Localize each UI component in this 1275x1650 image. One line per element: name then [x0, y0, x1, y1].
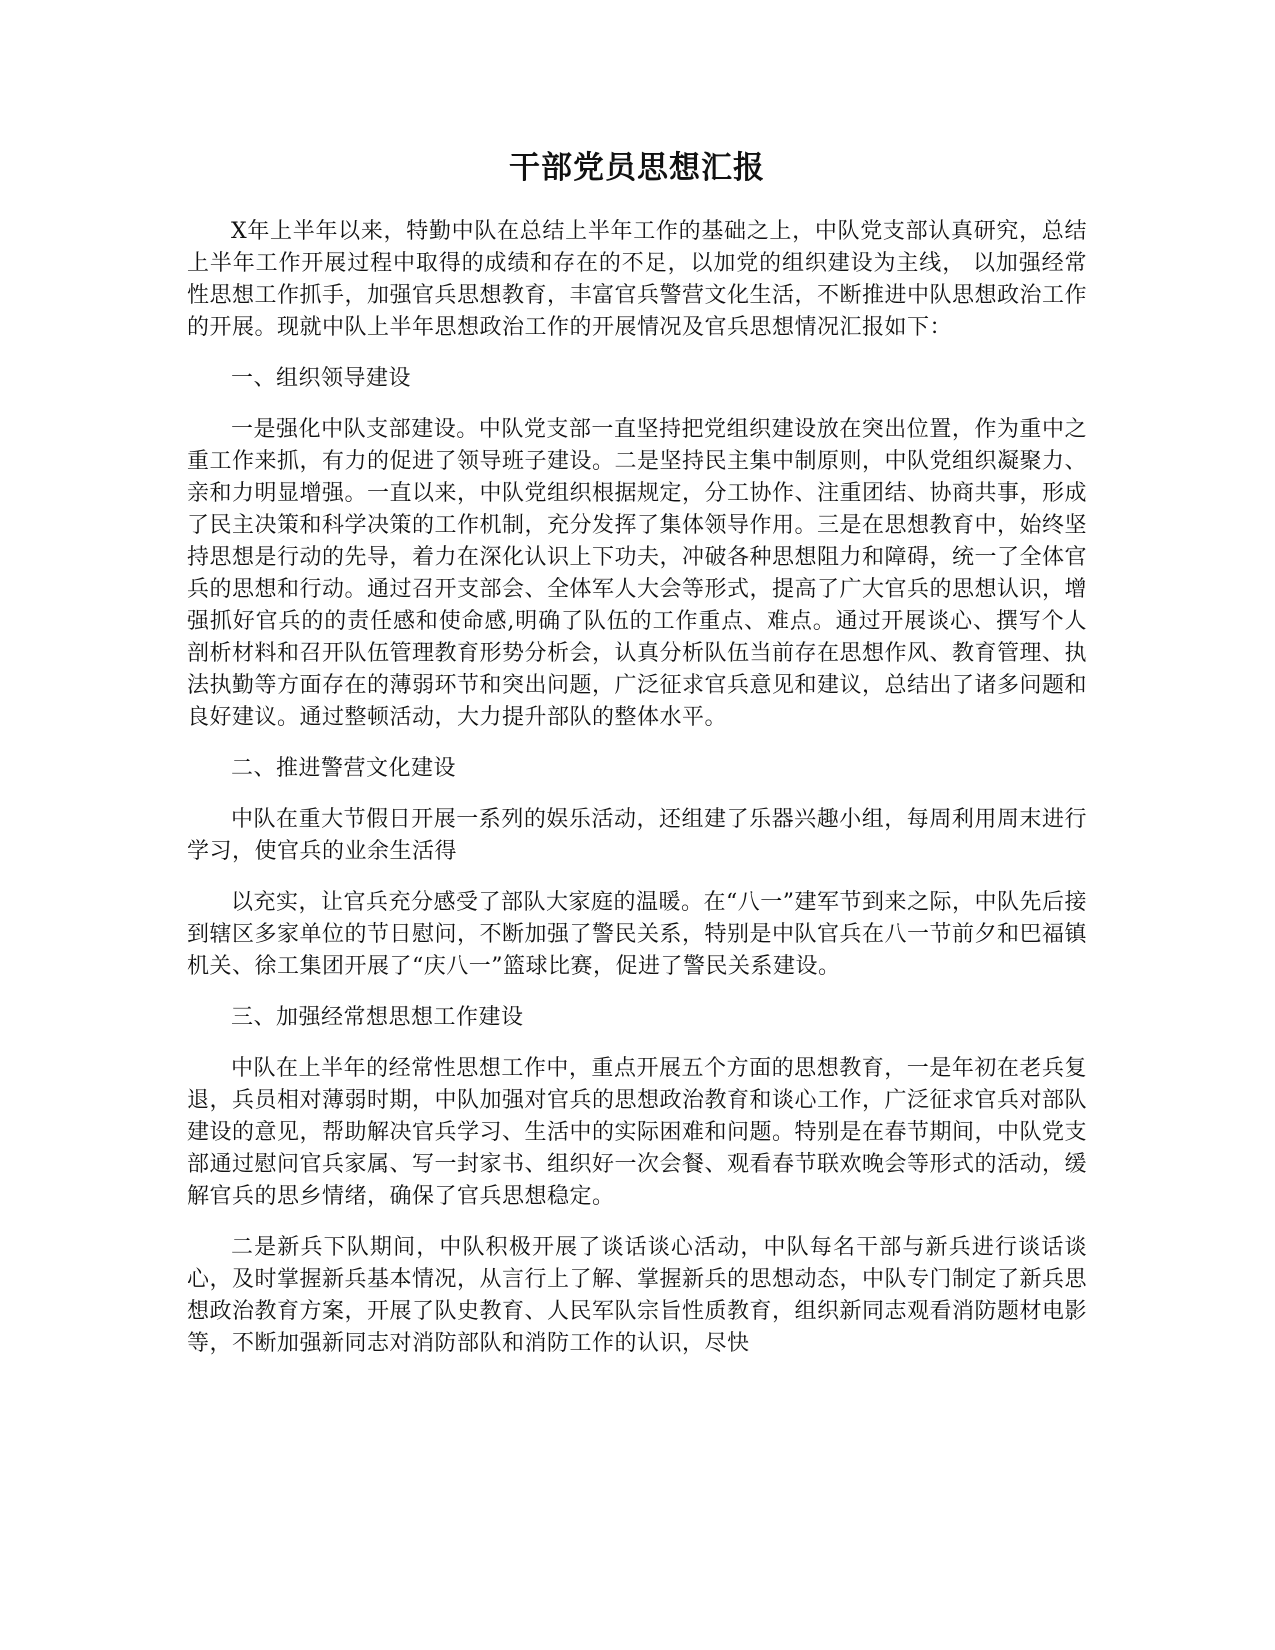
document-page: [187, 138, 1087, 1379]
section-3-paragraph-1: 中队在上半年的经常性思想工作中，重点开展五个方面的思想教育，一是年初在老兵复退，兵员相对薄弱时期，中队加强对官兵的思想政治教育和谈心工作，广泛征求官兵对部队建设的意见，帮助解决官兵学习、生活中的实际困难和问题。特别是在春节期间，中队党支部通过慰问官兵家属、写一封家书、组织好一次会餐、观看春节联欢晚会等形式的活动，缓解官兵的思乡情绪，确保了官兵思想稳定。: [187, 1056, 1088, 1209]
document-title: 干部党员思想汇报: [509, 150, 765, 186]
section-3-heading: 三、加强经常想思想工作建设: [231, 1005, 524, 1030]
section-2-paragraph-2: 以充实，让官兵充分感受了部队大家庭的温暖。在“八一”建军节到来之际，中队先后接到辖区多家单位的节日慰问，不断加强了警民关系，特别是中队官兵在八一节前夕和巴福镇机关、徐工集团开展了“庆八一”篮球比赛，促进了警民关系建设。: [187, 890, 1088, 979]
section-3-paragraph-2: 二是新兵下队期间，中队积极开展了谈话谈心活动，中队每名干部与新兵进行谈话谈心，及时掌握新兵基本情况，从言行上了解、掌握新兵的思想动态，中队专门制定了新兵思想政治教育方案，开展了队史教育、人民军队宗旨性质教育，组织新同志观看消防题材电影等，不断加强新同志对消防部队和消防工作的认识，尽快: [187, 1235, 1088, 1356]
section-2-paragraph-1: 中队在重大节假日开展一系列的娱乐活动，还组建了乐器兴趣小组，每周利用周末进行学习，使官兵的业余生活得: [187, 807, 1087, 864]
intro-paragraph: X年上半年以来，特勤中队在总结上半年工作的基础之上，中队党支部认真研究，总结上半年工作开展过程中取得的成绩和存在的不足，以加党的组织建设为主线， 以加强经常性思想工作抓手，加强官兵思想教育，丰富官兵警营文化生活，不断推进中队思想政治工作的开展。现就中队上半年思想政治工作的开展情况及官兵思想情况汇报如下：: [187, 219, 1088, 340]
section-1-heading: 一、组织领导建设: [231, 366, 412, 391]
section-2-heading: 二、推进警营文化建设: [231, 756, 457, 781]
section-1-paragraph: 一是强化中队支部建设。中队党支部一直坚持把党组织建设放在突出位置，作为重中之重工作来抓，有力的促进了领导班子建设。二是坚持民主集中制原则，中队党组织凝聚力、亲和力明显增强。一直以来，中队党组织根据规定，分工协作、注重团结、协商共事，形成了民主决策和科学决策的工作机制，充分发挥了集体领导作用。三是在思想教育中，始终坚持思想是行动的先导，着力在深化认识上下功夫，冲破各种思想阻力和障碍，统一了全体官兵的思想和行动。通过召开支部会、全体军人大会等形式，提高了广大官兵的思想认识，增强抓好官兵的的责任感和使命感,明确了队伍的工作重点、难点。通过开展谈心、撰写个人剖析材料和召开队伍管理教育形势分析会，认真分析队伍当前存在思想作风、教育管理、执法执勤等方面存在的薄弱环节和突出问题，广泛征求官兵意见和建议，总结出了诸多问题和良好建议。通过整顿活动，大力提升部队的整体水平。: [187, 417, 1088, 730]
